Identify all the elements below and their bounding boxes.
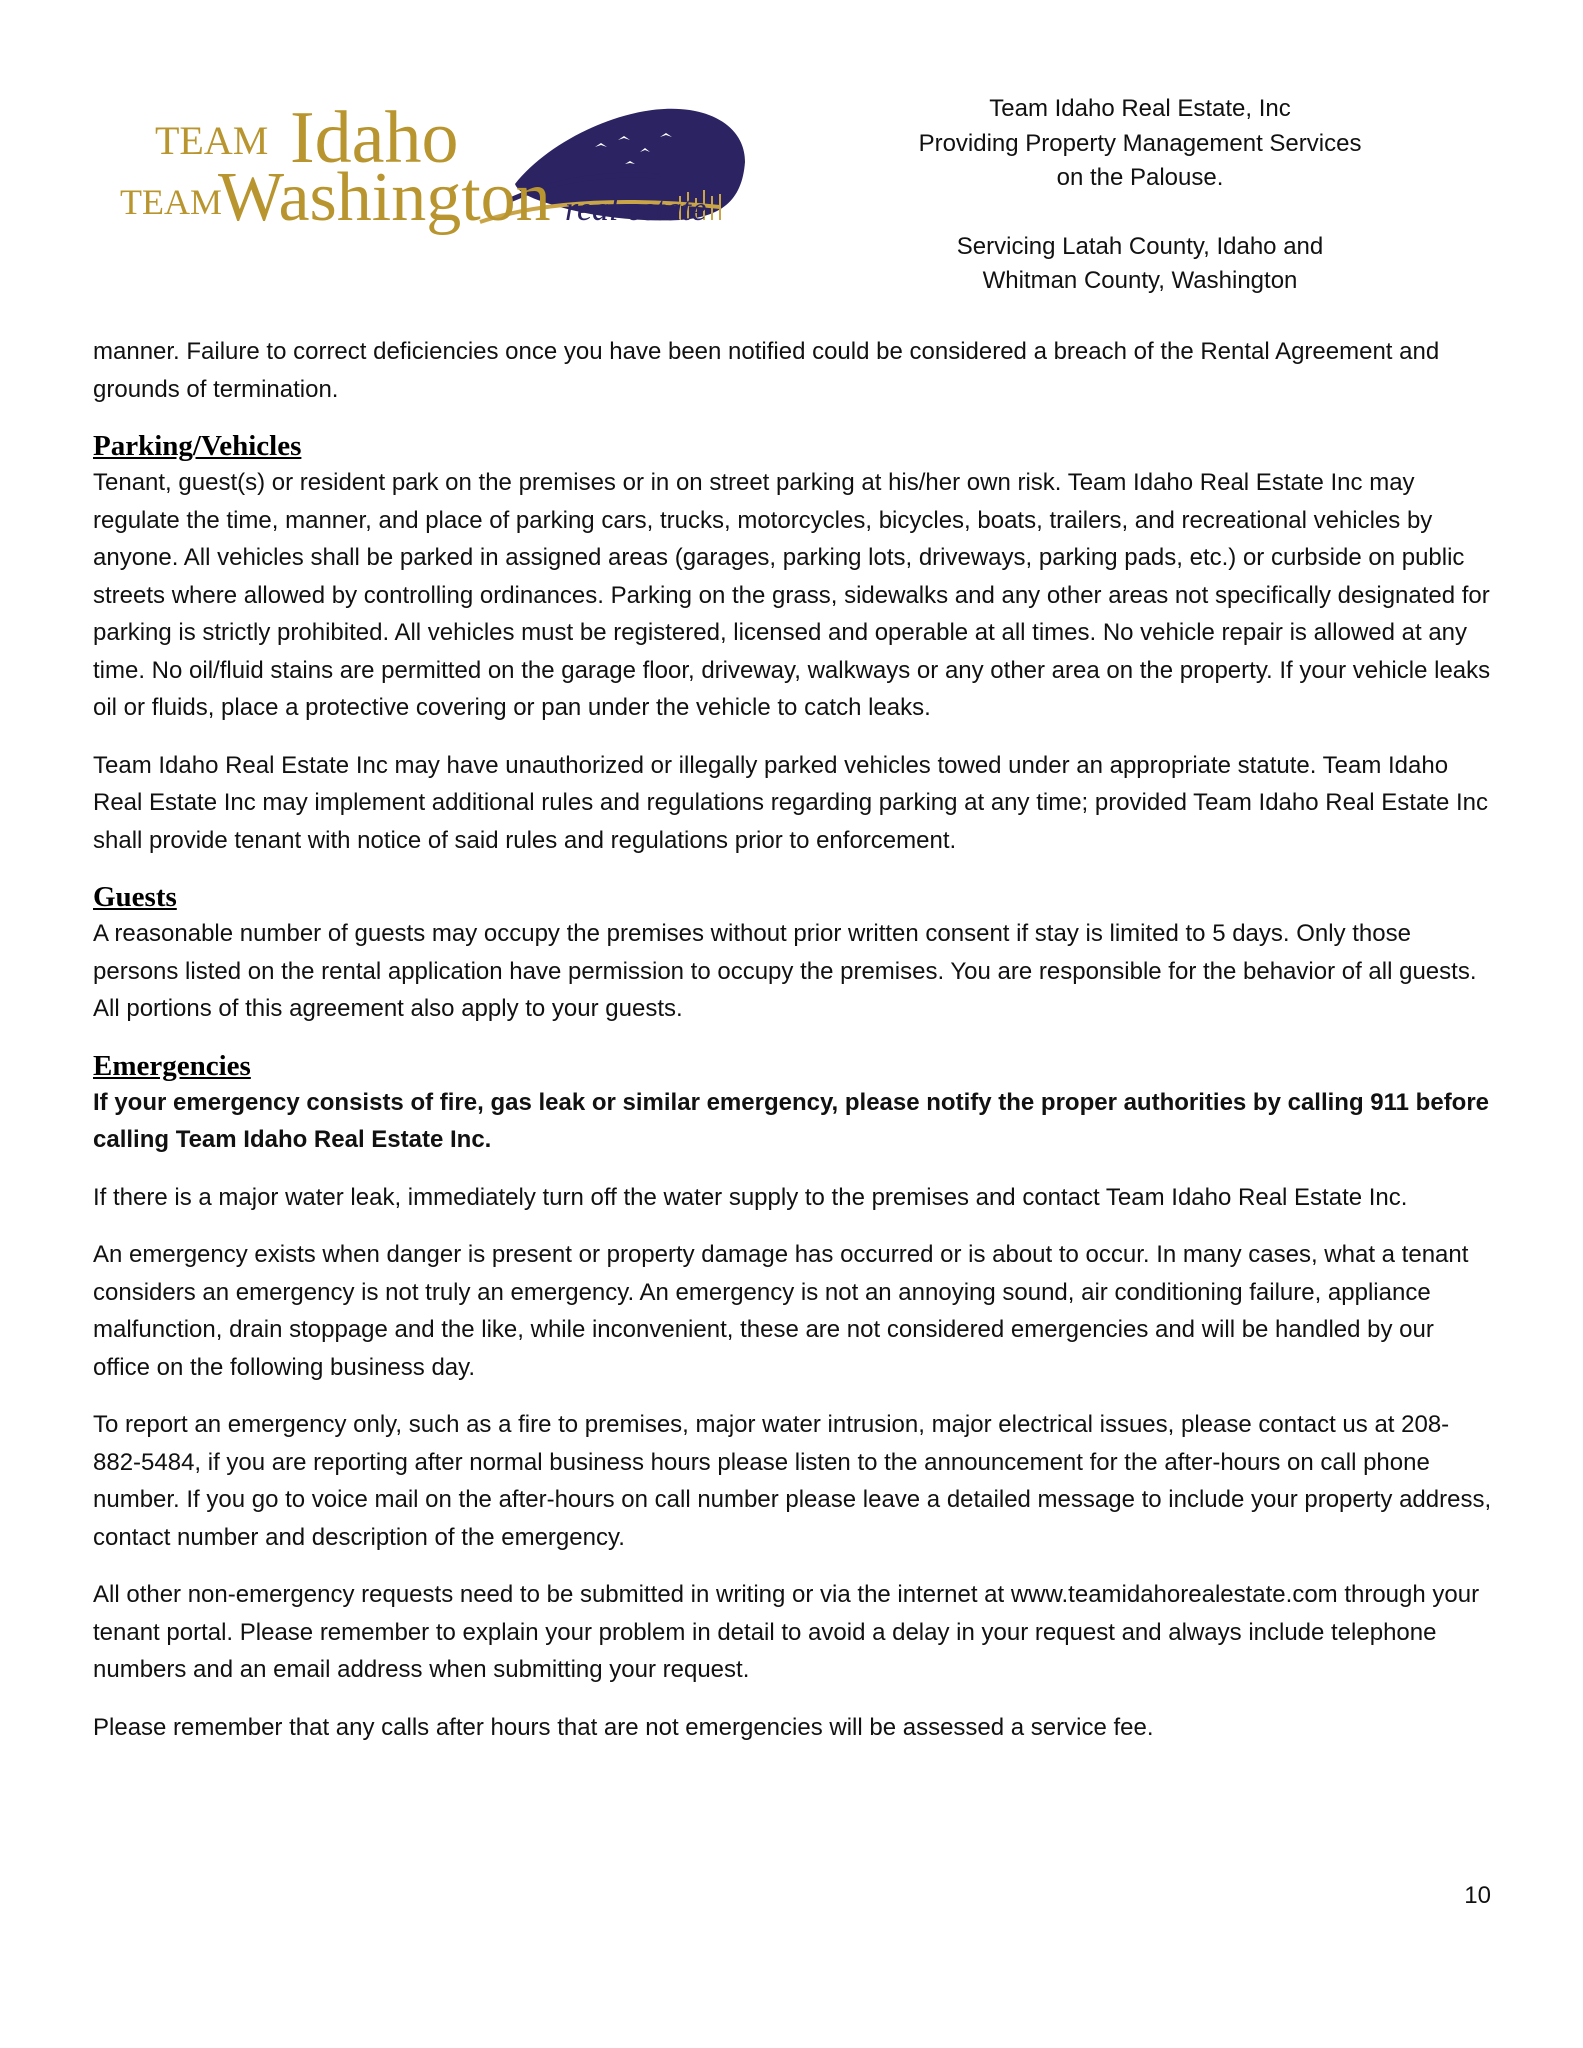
emergencies-paragraph-6: Please remember that any calls after hours that are not emergencies will be assessed a service fee. (93, 1713, 1154, 1741)
parking-heading: Parking/Vehicles (93, 430, 302, 462)
company-tagline-1: Providing Property Management Services (918, 129, 1362, 157)
document-body (93, 333, 1493, 1766)
parking-paragraph-1: Tenant, guest(s) or resident park on the premises or in on street parking at his/her own risk. Team Idaho Real Estate Inc may regulate the time, manner, and place of parking cars, trucks, motorcycles, bicycles, boats, trailers, and recreational vehicles by anyone. All vehicles shall be parked in assigned areas (garages, parking lots, driveways, parking pads, etc.) or curbside on public streets where allowed by controlling ordinances. Parking on the grass, sidewalks and any other areas not specifically designated for parking is strictly prohibited. All vehicles must be registered, licensed and operable at all times. No vehicle repair is allowed at any time. No oil/fluid stains are permitted on the garage floor, driveway, walkways or any other area on the property. If your vehicle leaks oil or fluids, place a protective covering or pan under the vehicle to catch leaks. (93, 469, 1491, 721)
emergencies-paragraph-3: An emergency exists when danger is present or property damage has occurred or is about to occur. In many cases, what a tenant considers an emergency is not truly an emergency. An emergency is not an annoying sound, air conditioning failure, appliance malfunction, drain stoppage and the like, while inconvenient, these are not considered emergencies and will be handled by our office on the following business day. (93, 1241, 1469, 1381)
service-area-1: Servicing Latah County, Idaho and (956, 232, 1324, 260)
logo-washington: Washington (218, 159, 551, 236)
guests-heading: Guests (93, 881, 177, 913)
page-number: 10 (1464, 1882, 1491, 1909)
emergencies-bold-notice: If your emergency consists of fire, gas leak or similar emergency, please notify the proper authorities by calling 911 before calling Team Idaho Real Estate Inc. (93, 1088, 1490, 1153)
logo-team-2: TEAM (120, 182, 222, 222)
company-logo (120, 92, 760, 252)
company-name: Team Idaho Real Estate, Inc (989, 95, 1291, 122)
guests-paragraph: A reasonable number of guests may occupy the premises without prior written consent if stay is limited to 5 days. Only those persons listed on the rental application have permission to occupy the premises. You are responsible for the behavior of all guests. All portions of this agreement also apply to your guests. (93, 920, 1477, 1022)
intro-paragraph: manner. Failure to correct deficiencies once you have been notified could be considered a breach of the Rental Agreement and grounds of termination. (93, 338, 1440, 403)
logo-graphic (120, 92, 760, 252)
parking-paragraph-2: Team Idaho Real Estate Inc may have unauthorized or illegally parked vehicles towed under an appropriate statute. Team Idaho Real Estate Inc may implement additional rules and regulations regarding parking at any time; provided Team Idaho Real Estate Inc shall provide tenant with notice of said rules and regulations prior to enforcement. (93, 751, 1488, 854)
logo-team-1: TEAM (155, 118, 269, 163)
emergencies-paragraph-2: If there is a major water leak, immediately turn off the water supply to the premises and contact Team Idaho Real Estate Inc. (93, 1183, 1408, 1211)
emergencies-paragraph-5: All other non-emergency requests need to be submitted in writing or via the internet at www.teamidahorealestate.com through your tenant portal. Please remember to explain your problem in detail to avoid a delay in your request and always include telephone numbers and an email address when submitting your request. (93, 1581, 1480, 1683)
company-tagline-2: on the Palouse. (1056, 164, 1224, 191)
service-area-2: Whitman County, Washington (982, 267, 1298, 294)
company-info (850, 92, 1430, 299)
logo-idaho: Idaho (290, 97, 459, 179)
logo-real-estate: real estate (565, 191, 707, 228)
emergencies-heading: Emergencies (93, 1049, 251, 1082)
emergencies-paragraph-4: To report an emergency only, such as a fire to premises, major water intrusion, major electrical issues, please contact us at 208-882-5484, if you are reporting after normal business hours please listen to the announcement for the after-hours on call phone number. If you go to voice mail on the after-hours on call number please leave a detailed message to include your property address, contact number and description of the emergency. (93, 1411, 1492, 1551)
